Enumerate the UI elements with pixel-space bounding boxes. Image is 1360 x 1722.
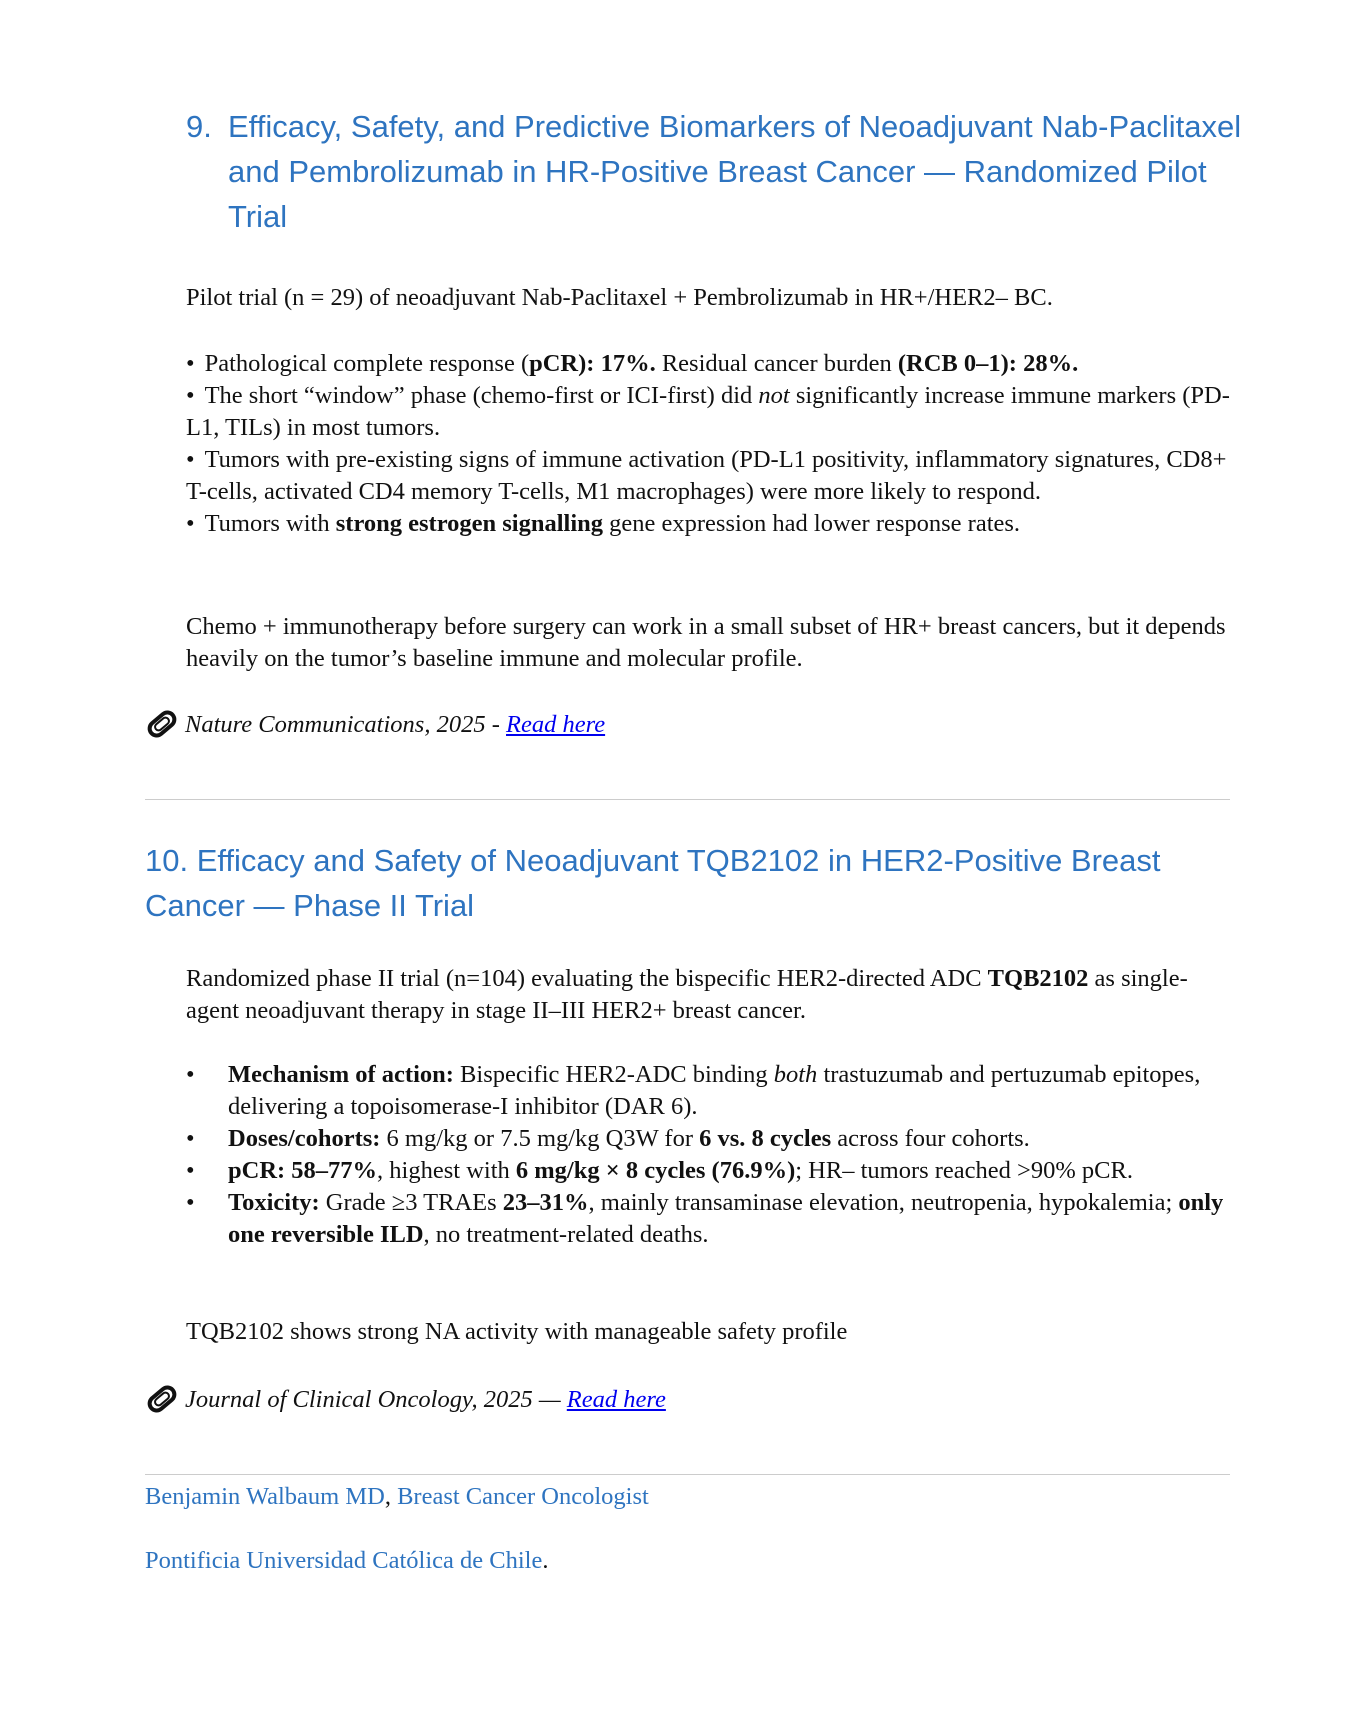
list-item: • The short “window” phase (chemo-first or ICI-first) did not significantly increase immune markers (PD-L1, TILs) in most tumors. [186,382,1230,441]
divider [145,799,1230,800]
section-10-conclusion: TQB2102 shows strong NA activity with manageable safety profile [186,1318,848,1345]
list-item: • Doses/cohorts: 6 mg/kg or 7.5 mg/kg Q3W for 6 vs. 8 cycles across four cohorts. [186,1125,1030,1152]
list-item: • Pathological complete response (pCR): 17%. Residual cancer burden (RCB 0–1): 28%. [186,350,1079,377]
section-10-intro: Randomized phase II trial (n=104) evaluating the bispecific HER2-directed ADC TQB2102 as single-agent neoadjuvant therapy in stage II–III HER2+ breast cancer. [186,965,1188,1024]
section-9-heading: 9. Efficacy, Safety, and Predictive Biomarkers of Neoadjuvant Nab-Paclitaxel and Pembrolizumab in HR-Positive Breast Cancer — Randomized Pilot Trial [186,109,1242,234]
section-9-conclusion: Chemo + immunotherapy before surgery can work in a small subset of HR+ breast cancers, but it depends heavily on the tumor’s baseline immune and molecular profile. [186,613,1226,672]
section-10-heading: 10. Efficacy and Safety of Neoadjuvant TQB2102 in HER2-Positive Breast Cancer — Phase II Trial [145,843,1161,923]
section-9-citation: Nature Communications, 2025 - Read here [145,709,605,741]
read-here-link[interactable]: Read here [506,711,606,738]
paperclip-icon [145,710,179,738]
section-10-citation: Journal of Clinical Oncology, 2025 — Read here [145,1384,666,1416]
author-line: Benjamin Walbaum MD, Breast Cancer Oncologist [145,1483,649,1510]
list-item: • Tumors with pre-existing signs of immune activation (PD-L1 positivity, inflammatory signatures, CD8+ T-cells, activated CD4 memory T-cells, M1 macrophages) were more likely to respond. [186,446,1227,505]
list-item: • Toxicity: Grade ≥3 TRAEs 23–31%, mainly transaminase elevation, neutropenia, hypokalemia; only one reversible ILD, no treatment-related deaths. [186,1189,1224,1248]
divider [145,1474,1230,1475]
section-9-bullets [186,348,1230,540]
section-10-bullets [186,1059,1230,1251]
list-item: • Tumors with strong estrogen signalling gene expression had lower response rates. [186,510,1021,537]
list-item: • pCR: 58–77%, highest with 6 mg/kg × 8 cycles (76.9%); HR– tumors reached >90% pCR. [186,1157,1133,1184]
paperclip-icon [145,1385,179,1413]
institution-line: Pontificia Universidad Católica de Chile. [145,1547,549,1574]
section-9-intro: Pilot trial (n = 29) of neoadjuvant Nab-Paclitaxel + Pembrolizumab in HR+/HER2– BC. [186,284,1053,311]
list-item: • Mechanism of action: Bispecific HER2-ADC binding both trastuzumab and pertuzumab epitopes, delivering a topoisomerase-I inhibitor (DAR 6). [186,1061,1201,1120]
read-here-link[interactable]: Read here [566,1386,666,1413]
